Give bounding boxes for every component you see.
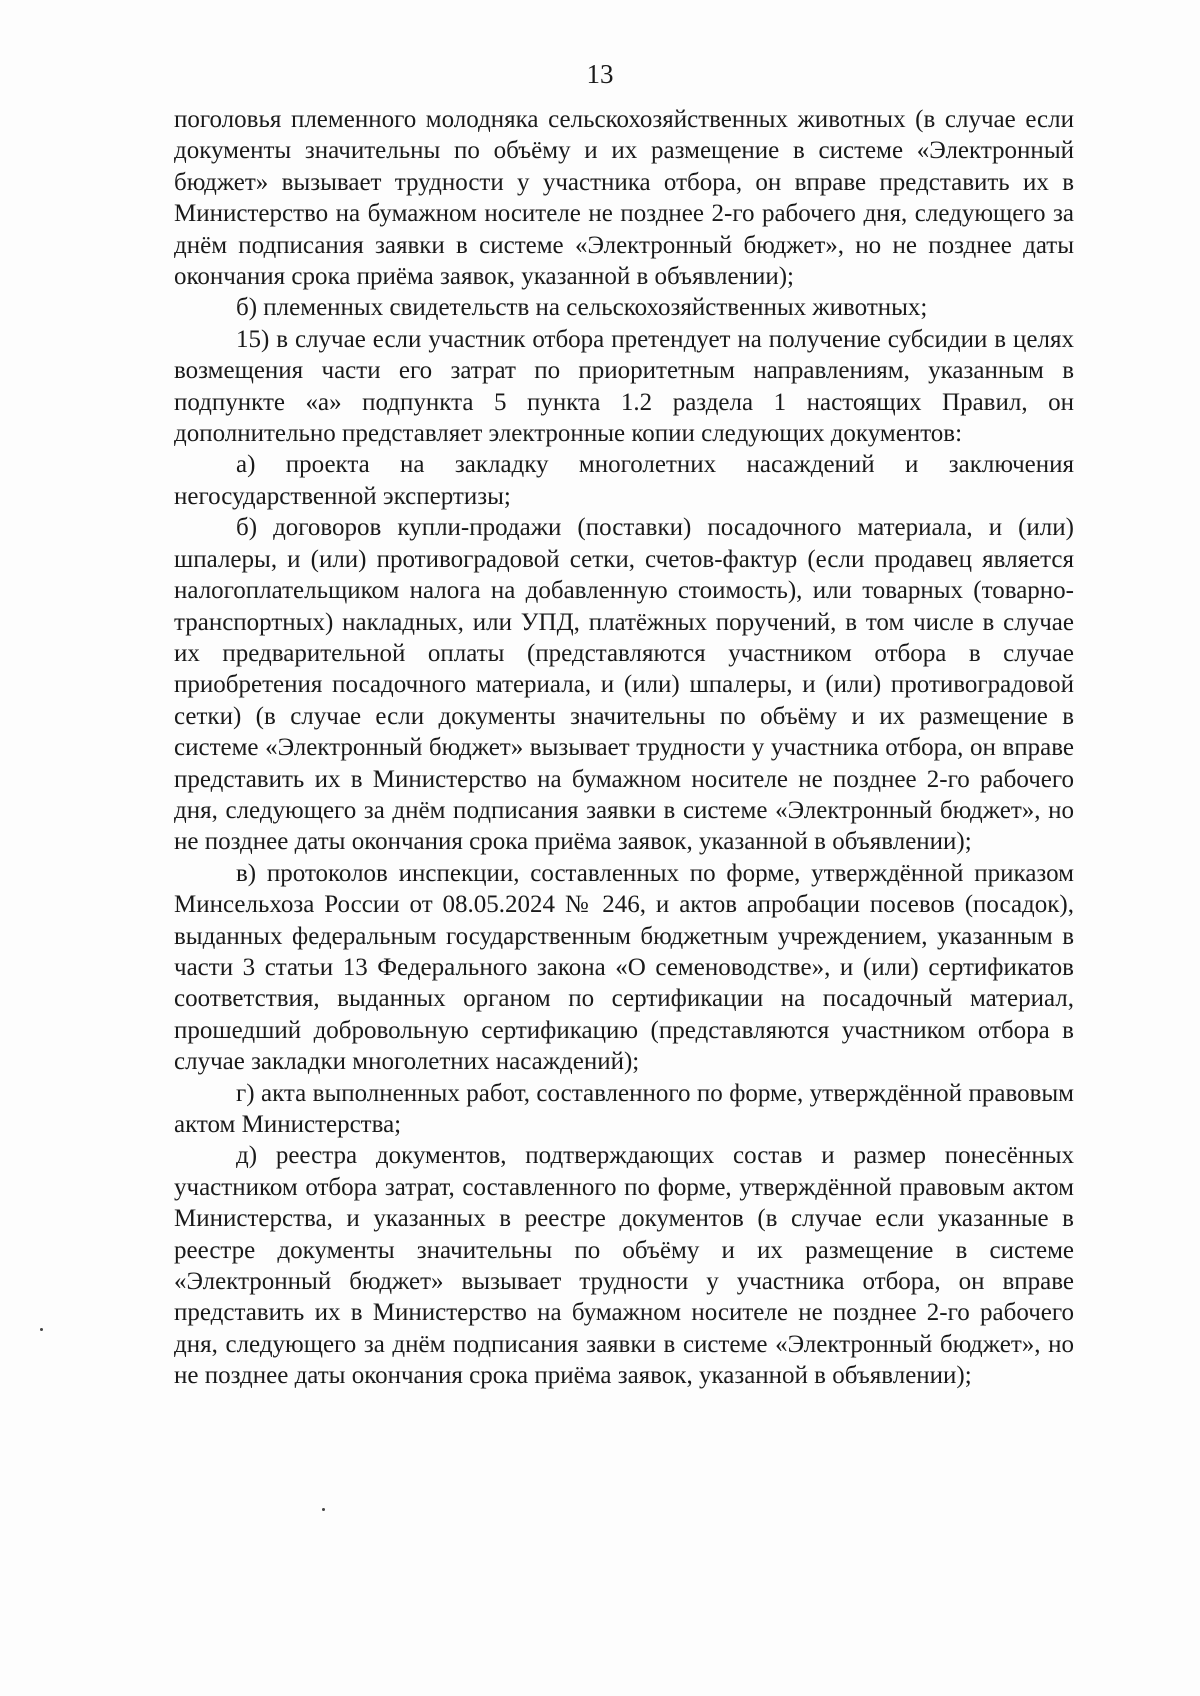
paragraph-item-g-work-act: г) акта выполненных работ, составленного по форме, утверждённой правовым актом Министерства; [174,1079,1074,1138]
paragraph-item-15: 15) в случае если участник отбора претендует на получение субсидии в целях возмещения части его затрат по приоритетным направлениям, указанным в подпункте «а» подпункта 5 пункта 1.2 раздела 1 настоящих Правил, он дополнительно представляет электронные копии следующих документов: [174,325,1074,448]
paragraph-item-v-inspection-protocols: в) протоколов инспекции, составленных по форме, утверждённой приказом Минсельхоза России от 08.05.2024 № 246, и актов апробации посевов (посадок), выданных федеральным государственным бюджетным учреждением, указанным в части 3 статьи 13 Федерального закона «О семеноводстве», и (или) сертификатов соответствия, выданных органом по сертификации на посадочный материал, прошедший добровольную сертификацию (представляются участником отбора в случае закладки многолетних насаждений); [174,859,1074,1076]
page-number: 13 [586,59,614,89]
paragraph-item-b-breeding-certificates: б) племенных свидетельств на сельскохозяйственных животных; [236,294,928,322]
scan-speck [322,1508,325,1511]
document-body [174,104,1074,1392]
paragraph-item-b-contracts: б) договоров купли-продажи (поставки) посадочного материала, и (или) шпалеры, и (или) противоградовой сетки, счетов-фактур (если продавец является налогоплательщиком налога на добавленную стоимость), или товарных (товарно-транспортных) накладных, или УПД, платёжных поручений, в том числе в случае их предварительной оплаты (представляются участником отбора в случае приобретения посадочного материала, и (или) шпалеры, и (или) противоградовой сетки) (в случае если документы значительны по объёму и их размещение в системе «Электронный бюджет» вызывает трудности у участника отбора, он вправе представить их в Министерство на бумажном носителе не позднее 2-го рабочего дня, следующего за днём подписания заявки в системе «Электронный бюджет», но не позднее даты окончания срока приёма заявок, указанной в объявлении); [174,514,1074,856]
paragraph-item-d-registry: д) реестра документов, подтверждающих состав и размер понесённых участником отбора затрат, составленного по форме, утверждённой правовым актом Министерства, и указанных в реестре документов (в случае если указанные в реестре документы значительны по объёму и их размещение в системе «Электронный бюджет» вызывает трудности у участника отбора, он вправе представить их в Министерство на бумажном носителе не позднее 2-го рабочего дня, следующего за днём подписания заявки в системе «Электронный бюджет», но не позднее даты окончания срока приёма заявок, указанной в объявлении); [174,1142,1074,1390]
paragraph-continuation: поголовья племенного молодняка сельскохозяйственных животных (в случае если документы значительны по объёму и их размещение в системе «Электронный бюджет» вызывает трудности у участника отбора, он вправе представить их в Министерство на бумажном носителе не позднее 2-го рабочего дня, следующего за днём подписания заявки в системе «Электронный бюджет», но не позднее даты окончания срока приёма заявок, указанной в объявлении); [174,106,1074,291]
scan-speck [40,1328,43,1331]
paragraph-item-a-project: а) проекта на закладку многолетних насаждений и заключения негосударственной экспертизы; [174,451,1074,510]
